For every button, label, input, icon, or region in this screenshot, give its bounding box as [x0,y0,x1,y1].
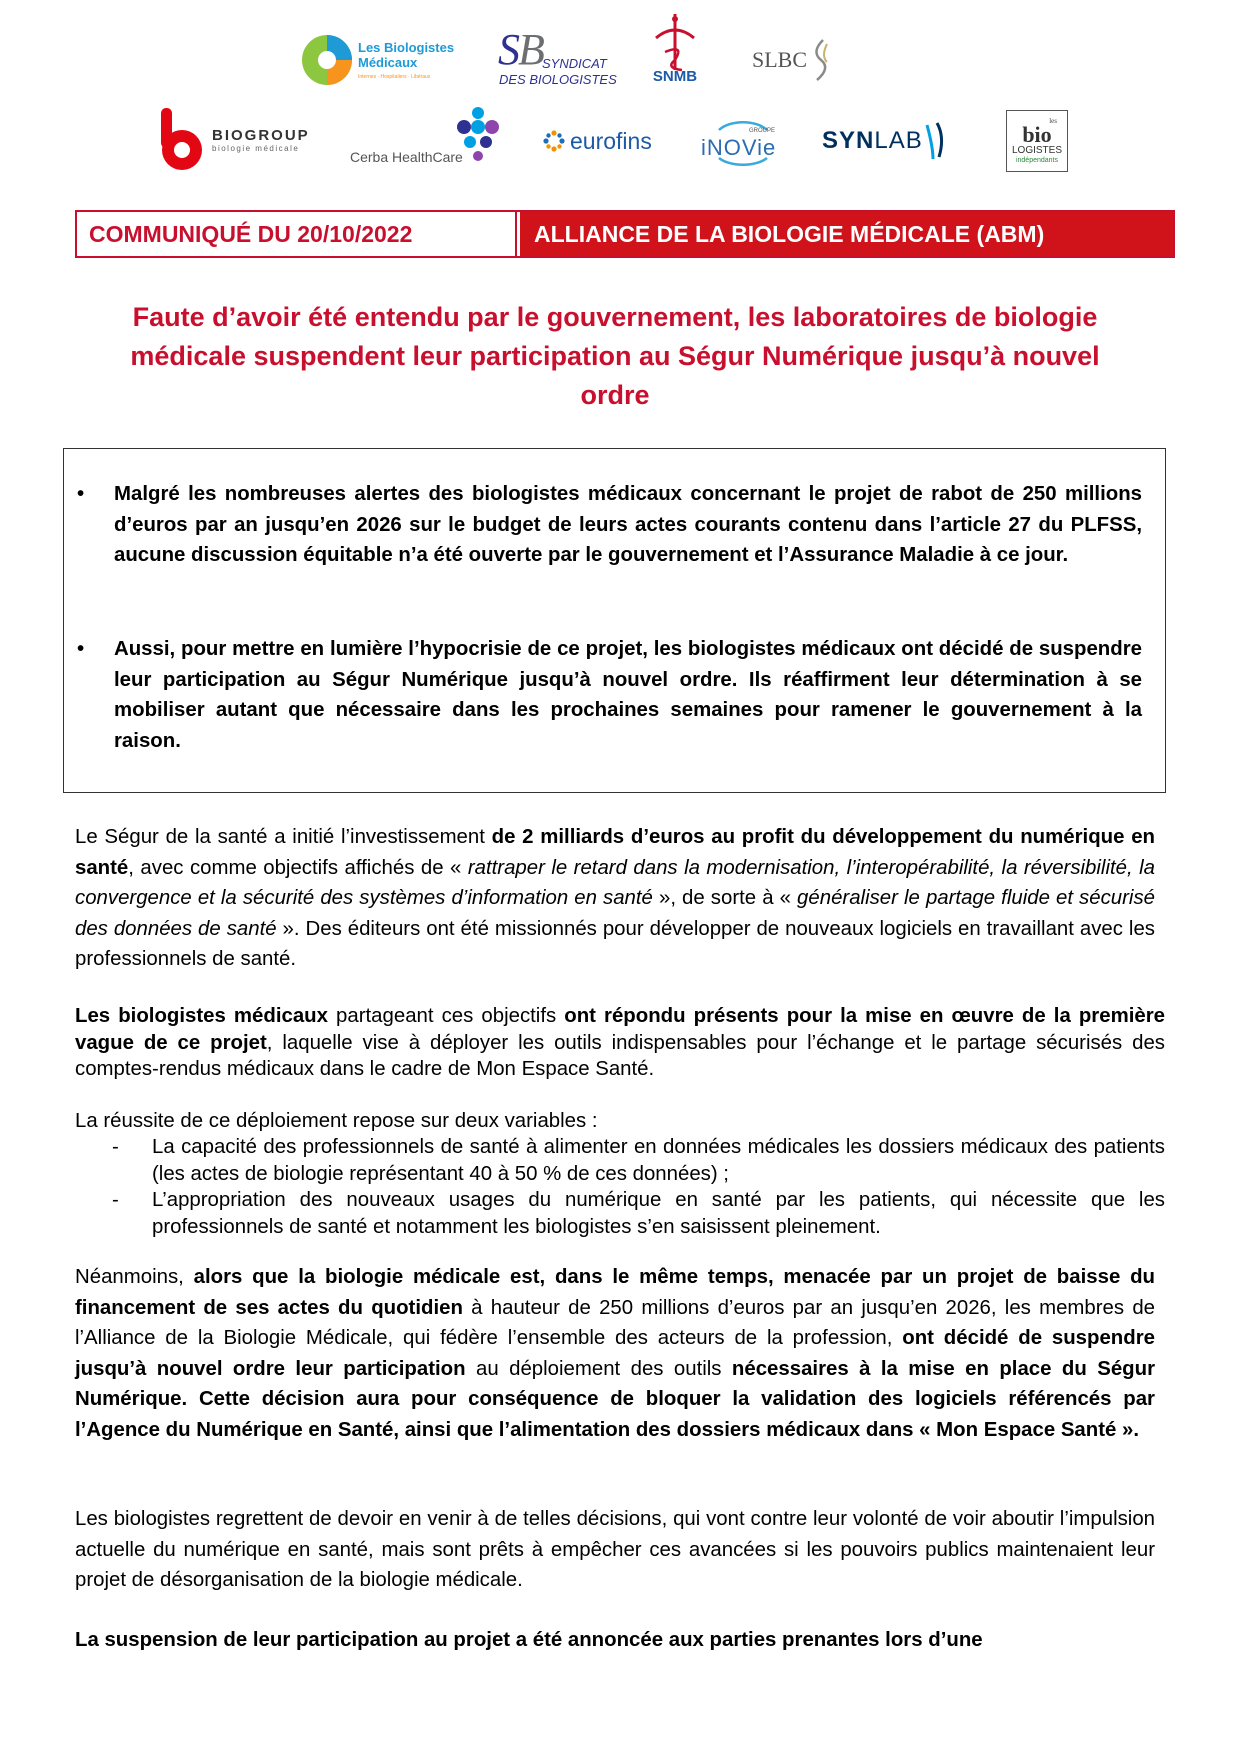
bio-indep-les: les [1049,117,1057,125]
logo-biogroup [158,108,318,172]
dash-bullet-icon: - [112,1189,119,1211]
synlab-lab: LAB [874,127,923,154]
slbc-swirl-icon [807,36,835,84]
p1-text-c: , avec comme objectifs affichés de « [128,856,468,879]
p2-text-d: , laquelle vise à déployer les outils indispensables pour l’échange et le partage sécurisés des comptes-rendus médicaux dans le cadre de Mon Espace Santé. [75,1031,1165,1080]
inovie-group: GROUPE [749,128,776,134]
headline-line3: ordre [580,380,650,410]
p1-bold-b: de 2 milliards d’euros au profit du développement du numérique en santé [75,826,1155,879]
p1-text-e: », de sorte à « [652,887,798,909]
summary-box [63,448,1166,793]
list-item-2-text: L’appropriation des nouveaux usages du numérique en santé par les patients, qui nécessite que les professionnels de santé et notamment les biologistes s’en saisissent pleinement. [152,1189,1165,1238]
communique-date: COMMUNIQUÉ DU 20/10/2022 [77,212,517,256]
cerba-label: Cerba HealthCare [350,149,463,165]
p6-bold: La suspension de leur participation au projet a été annoncée aux parties prenantes lors d’une [75,1629,983,1651]
paragraph-segur-investissement [75,822,1155,975]
logo-synlab [822,120,972,162]
paragraph-biologistes-presents [75,1003,1165,1083]
headline-line1: Faute d’avoir été entendu par le gouvernement, les laboratoires de biologie [132,302,1098,332]
eurofins-dots-icon [543,130,565,152]
logo-snmb [650,12,700,104]
logo-biologistes-medicaux [300,30,470,90]
summary-bullet-2-text: Aussi, pour mettre en lumière l’hypocrisie de ce projet, les biologistes médicaux ont décidé de suspendre leur participation au Ségur Numérique jusqu’à nouvel ordre. Ils réaffirment leur détermination à se mobiliser autant que nécessaire dans les prochaines semaines pour ramener le gouvernement à la raison. [114,638,1142,752]
page-title [75,298,1155,415]
syndicat-sb-monogram-icon [498,26,548,72]
paragraph-decision-suspension [75,1262,1155,1445]
svg-text:B: B [518,26,545,72]
biogroup-tagline: biologie médicale [212,144,300,153]
svg-text:S: S [498,26,520,72]
snmb-label: SNMB [652,68,698,85]
p2-bold-a: Les biologistes médicaux [75,1005,328,1027]
p4-bold-f: nécessaires à la mise en place du Ségur Numérique. Cette décision aura pour conséquence de bloquer la validation des logiciels référencés par l’Agence du Numérique en Santé, ainsi que l’alimentation des dossiers médicaux dans « Mon Espace Santé ». [75,1357,1155,1441]
biogroup-b-icon [158,108,206,172]
logo-slbc [752,36,842,84]
p4-bold-d: ont décidé de suspendre jusqu’à nouvel ordre leur participation [75,1327,1155,1380]
summary-bullet-2 [77,634,1142,756]
syndicat-line1: SYNDICAT [542,56,607,71]
logo-inovie [697,112,789,172]
p2-text-b: partageant ces objectifs [327,1005,565,1027]
alliance-name: ALLIANCE DE LA BIOLOGIE MÉDICALE (ABM) [517,212,1173,256]
list-item [75,1134,1165,1187]
caduceus-icon [650,12,700,72]
list-item [75,1187,1165,1240]
biologistes-medicaux-line2: Médicaux [358,54,418,70]
slbc-label: SLBC [752,47,808,72]
paragraph-annonce [75,1625,1155,1656]
paragraph-deux-variables-intro: La réussite de ce déploiement repose sur deux variables : [75,1110,598,1132]
biologistes-medicaux-emblem-icon [300,33,354,87]
synlab-syn: SYN [822,127,875,154]
summary-bullet-1 [77,479,1142,571]
list-item-1-text: La capacité des professionnels de santé à alimenter en données médicales les dossiers médicaux des patients (les actes de biologie représentant 40 à 50 % de ces données) ; [152,1136,1165,1185]
headline-line2: médicale suspendent leur participation au Ségur Numérique jusqu’à nouvel [130,341,1100,371]
p2-bold-c: ont répondu présents pour la mise en œuvre de la première vague de ce projet [75,1005,1165,1054]
bullet-dot-icon: • [77,638,85,660]
paragraph-regrets: Les biologistes regrettent de devoir en venir à de telles décisions, qui vont contre leur volonté de voir aboutir l’impulsion actuelle du numérique en santé, mais sont prêts à empêcher ces avancées si les pouvoirs publics maintenaient leur projet de désorganisation de la biologie médicale. [75,1508,1155,1591]
bio-indep-logistes: LOGISTES [1011,145,1062,156]
p1-text-g: ». Des éditeurs ont été missionnés pour développer de nouveaux logiciels en travaillant avec les professionnels de santé. [75,917,1155,970]
p1-text-a: Le Ségur de la santé a initié l’investissement [75,826,492,848]
p1-italic-f: généraliser le partage fluide et sécurisé des données de santé [75,887,1155,940]
summary-bullet-1-text: Malgré les nombreuses alertes des biologistes médicaux concernant le projet de rabot de 250 millions d’euros par an jusqu’en 2026 sur le budget de leurs actes courants contenu dans l’article 27 du PLFSS, aucune discussion équitable n’a été ouverte par le gouvernement et l’Assurance Maladie à ce jour. [114,483,1142,566]
p4-text-c: à hauteur de 250 millions d’euros par an jusqu’en 2026, les membres de l’Alliance de la Biologie Médicale, qui fédère l’ensemble des acteurs de la profession, [75,1296,1155,1349]
logo-biologistes-independants [1006,110,1068,172]
synlab-wave-icon [923,121,951,161]
biologistes-medicaux-line1: Les Biologistes [358,39,455,55]
p4-text-e: au déploiement des outils [465,1357,732,1380]
logo-eurofins [543,126,673,156]
biogroup-name: BIOGROUP [212,127,310,144]
bullet-dot-icon: • [77,483,85,505]
dash-bullet-icon: - [112,1136,119,1158]
inovie-name: iNOVie [701,135,777,160]
p4-bold-b: alors que la biologie médicale est, dans le même temps, menacée par un projet de baisse du financement de ses actes du quotidien [75,1266,1155,1319]
p1-italic-d: rattraper le retard dans la modernisation, l’interopérabilité, la réversibilité, la convergence et la sécurité des systèmes d’information en santé [75,856,1155,909]
syndicat-line2: DES BIOLOGISTES [499,72,617,87]
biologistes-medicaux-tagline: Internes · Hospitaliers · Libéraux [358,73,431,80]
logo-cerba-healthcare [350,106,515,172]
header-band [75,210,1175,258]
eurofins-label: eurofins [570,127,652,154]
bio-indep-bio: bio [1022,122,1052,147]
p4-text-a: Néanmoins, [75,1266,194,1288]
bio-indep-independants: indépendants [1015,157,1059,164]
logo-syndicat-biologistes [498,26,628,88]
